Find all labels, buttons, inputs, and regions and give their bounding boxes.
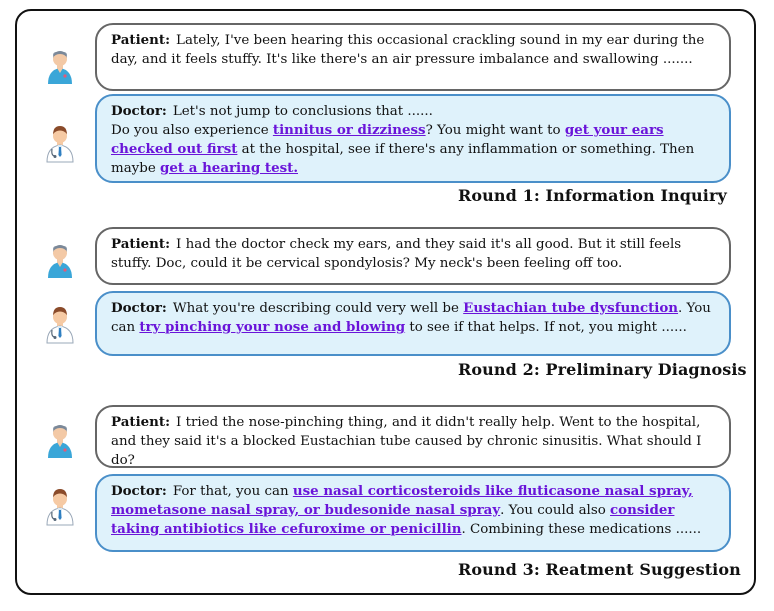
patient-speaker-label: Patient: xyxy=(111,414,171,430)
doctor-message xyxy=(111,301,711,335)
message-segment: Let's not jump to conclusions that ...... xyxy=(172,104,433,119)
highlighted-advice: try pinching your nose and blowing xyxy=(139,319,406,335)
doctor-message xyxy=(111,104,694,176)
round-2-title: Round 2: Preliminary Diagnosis xyxy=(458,360,747,379)
doctor-avatar-icon xyxy=(45,123,75,163)
highlighted-advice: tinnitus or dizziness xyxy=(272,122,426,138)
round-3-title: Round 3: Reatment Suggestion xyxy=(458,560,741,579)
patient-message: I had the doctor check my ears, and they said it's all good. But it still feels stuffy. Doc, could it be cervical spondylosis? My neck's been feeling off too. xyxy=(111,237,682,271)
highlighted-advice: get your ears checked out first xyxy=(111,122,664,157)
message-segment: Do you also experience xyxy=(111,123,273,138)
doctor-avatar-icon xyxy=(45,486,75,526)
doctor-bubble-round-1 xyxy=(95,94,731,183)
patient-bubble-round-3 xyxy=(95,405,731,468)
doctor-avatar-icon xyxy=(45,304,75,344)
message-segment: What you're describing could very well be xyxy=(172,301,464,316)
highlighted-advice: get a hearing test. xyxy=(160,160,298,176)
patient-avatar-icon xyxy=(45,240,75,280)
doctor-speaker-label: Doctor: xyxy=(111,483,167,499)
patient-message: I tried the nose-pinching thing, and it didn't really help. Went to the hospital, and they said it's a blocked Eustachian tube caused by chronic sinusitis. What should I do? xyxy=(111,415,702,468)
patient-speaker-label: Patient: xyxy=(111,236,171,252)
highlighted-advice: Eustachian tube dysfunction xyxy=(463,300,679,316)
doctor-bubble-round-2 xyxy=(95,291,731,356)
patient-bubble-round-2 xyxy=(95,227,731,285)
patient-avatar-icon xyxy=(45,420,75,460)
doctor-message xyxy=(111,484,701,537)
patient-avatar-icon xyxy=(45,46,75,86)
message-segment: For that, you can xyxy=(172,484,293,499)
message-segment: . You can xyxy=(111,301,711,335)
message-segment: to see if that helps. If not, you might ...... xyxy=(405,320,687,335)
message-segment: at the hospital, see if there's any inflammation or something. Then maybe xyxy=(111,142,695,176)
round-1-title: Round 1: Information Inquiry xyxy=(458,186,727,205)
patient-speaker-label: Patient: xyxy=(111,32,171,48)
message-segment: . You could also xyxy=(500,503,611,518)
message-segment: ? You might want to xyxy=(425,123,565,138)
patient-message: Lately, I've been hearing this occasional crackling sound in my ear during the day, and it feels stuffy. It's like there's an air pressure imbalance and swallowing ....... xyxy=(111,33,705,67)
doctor-speaker-label: Doctor: xyxy=(111,300,167,316)
highlighted-advice: consider taking antibiotics like cefuroxime or penicillin xyxy=(111,502,675,537)
doctor-bubble-round-3 xyxy=(95,474,731,552)
highlighted-advice: use nasal corticosteroids like fluticasone nasal spray, mometasone nasal spray, or budesonide nasal spray xyxy=(111,483,693,518)
message-segment: . Combining these medications ...... xyxy=(461,522,702,537)
patient-bubble-round-1 xyxy=(95,23,731,91)
doctor-speaker-label: Doctor: xyxy=(111,103,167,119)
